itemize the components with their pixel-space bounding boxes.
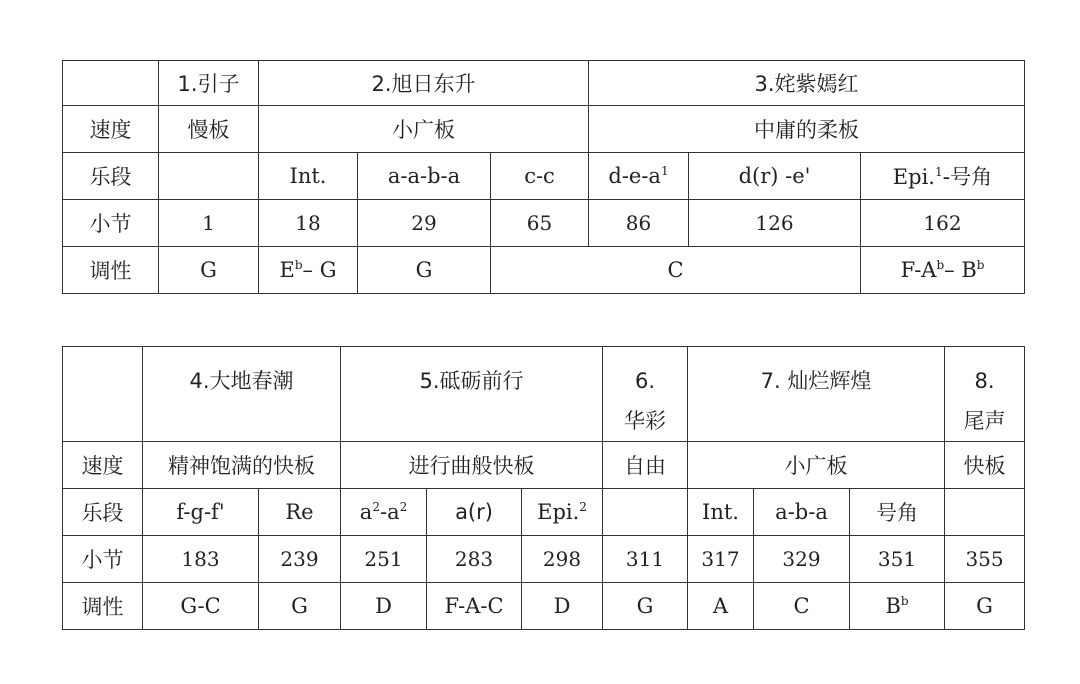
tempo-cell: 中庸的柔板 bbox=[589, 106, 1025, 153]
key-cell: G bbox=[259, 583, 341, 630]
section-number: 6. bbox=[634, 369, 656, 393]
key-text: E bbox=[279, 258, 295, 282]
superscript: 2 bbox=[579, 500, 587, 514]
measure-cell: 311 bbox=[603, 536, 688, 583]
key-cell bbox=[850, 583, 945, 630]
section-header: 4.大地春潮 bbox=[143, 347, 341, 442]
key-cell: D bbox=[341, 583, 427, 630]
measure-cell: 283 bbox=[427, 536, 522, 583]
key-text: – G bbox=[302, 258, 337, 282]
measure-cell: 1 bbox=[159, 200, 259, 247]
key-cell: G bbox=[159, 247, 259, 294]
segment-cell: Re bbox=[259, 489, 341, 536]
measure-cell: 18 bbox=[259, 200, 358, 247]
table-row bbox=[63, 347, 1025, 442]
measure-cell: 86 bbox=[589, 200, 689, 247]
corner-cell bbox=[63, 61, 159, 106]
section-title: 华彩 bbox=[624, 409, 667, 433]
segment-text: -号角 bbox=[942, 165, 993, 189]
row-label: 小节 bbox=[63, 200, 159, 247]
row-label: 调性 bbox=[63, 583, 143, 630]
segment-cell: a(r) bbox=[427, 489, 522, 536]
tempo-cell: 自由 bbox=[603, 442, 688, 489]
superscript: 2 bbox=[372, 500, 380, 514]
tempo-cell: 快板 bbox=[945, 442, 1025, 489]
segment-cell: d(r) -e' bbox=[689, 153, 861, 200]
key-cell: F-A-C bbox=[427, 583, 522, 630]
measure-cell: 126 bbox=[689, 200, 861, 247]
section-header bbox=[945, 347, 1025, 442]
row-label: 速度 bbox=[63, 106, 159, 153]
tempo-cell: 小广板 bbox=[259, 106, 589, 153]
segment-cell bbox=[341, 489, 427, 536]
row-label: 小节 bbox=[63, 536, 143, 583]
section-header: 7. 灿烂辉煌 bbox=[688, 347, 945, 442]
measure-cell: 183 bbox=[143, 536, 259, 583]
segment-cell: a-a-b-a bbox=[358, 153, 491, 200]
row-label: 乐段 bbox=[63, 153, 159, 200]
segment-text: -a bbox=[379, 500, 400, 524]
tempo-cell: 进行曲般快板 bbox=[341, 442, 603, 489]
key-cell: A bbox=[688, 583, 754, 630]
segment-text: a bbox=[359, 500, 373, 524]
table-2 bbox=[62, 346, 1025, 630]
segment-cell: Int. bbox=[688, 489, 754, 536]
measure-cell: 239 bbox=[259, 536, 341, 583]
key-cell: G bbox=[358, 247, 491, 294]
table-row bbox=[63, 61, 1025, 106]
table-row bbox=[63, 442, 1025, 489]
measure-cell: 251 bbox=[341, 536, 427, 583]
tempo-cell: 慢板 bbox=[159, 106, 259, 153]
measure-cell: 298 bbox=[522, 536, 603, 583]
section-header: 2.旭日东升 bbox=[259, 61, 589, 106]
section-header: 3.姹紫嫣红 bbox=[589, 61, 1025, 106]
superscript: b bbox=[900, 594, 909, 608]
table-row bbox=[63, 247, 1025, 294]
measure-cell: 329 bbox=[754, 536, 850, 583]
measure-cell: 162 bbox=[861, 200, 1025, 247]
tempo-cell: 精神饱满的快板 bbox=[143, 442, 341, 489]
row-label: 乐段 bbox=[63, 489, 143, 536]
key-text: – B bbox=[944, 258, 977, 282]
key-cell: G bbox=[945, 583, 1025, 630]
superscript: 1 bbox=[660, 164, 669, 178]
segment-cell bbox=[945, 489, 1025, 536]
measure-cell: 351 bbox=[850, 536, 945, 583]
superscript: b bbox=[976, 258, 985, 272]
superscript: 2 bbox=[399, 500, 408, 514]
section-header: 5.砥砺前行 bbox=[341, 347, 603, 442]
measure-cell: 355 bbox=[945, 536, 1025, 583]
segment-cell: c-c bbox=[491, 153, 589, 200]
section-header bbox=[603, 347, 688, 442]
measure-cell: 317 bbox=[688, 536, 754, 583]
key-cell: G-C bbox=[143, 583, 259, 630]
corner-cell bbox=[63, 347, 143, 442]
key-cell bbox=[259, 247, 358, 294]
table-row bbox=[63, 583, 1025, 630]
key-cell: D bbox=[522, 583, 603, 630]
measure-cell: 65 bbox=[491, 200, 589, 247]
segment-text: d-e-a bbox=[608, 164, 661, 188]
section-title: 尾声 bbox=[963, 409, 1006, 433]
superscript: b bbox=[294, 258, 303, 272]
section-number: 8. bbox=[974, 369, 995, 393]
key-cell: G bbox=[603, 583, 688, 630]
segment-cell bbox=[522, 489, 603, 536]
segment-cell bbox=[603, 489, 688, 536]
key-cell: C bbox=[754, 583, 850, 630]
segment-cell bbox=[159, 153, 259, 200]
key-text: B bbox=[885, 594, 901, 618]
table-row bbox=[63, 536, 1025, 583]
table-row bbox=[63, 106, 1025, 153]
table-row bbox=[63, 200, 1025, 247]
segment-cell: Int. bbox=[259, 153, 358, 200]
key-text: F-A bbox=[900, 258, 937, 282]
table-row bbox=[63, 489, 1025, 536]
table-1 bbox=[62, 60, 1025, 294]
key-cell: C bbox=[491, 247, 861, 294]
row-label: 速度 bbox=[63, 442, 143, 489]
segment-cell bbox=[861, 153, 1025, 200]
superscript: 1 bbox=[934, 165, 943, 179]
key-cell bbox=[861, 247, 1025, 294]
segment-cell: f-g-f' bbox=[143, 489, 259, 536]
segment-text: Epi. bbox=[892, 165, 935, 189]
superscript: b bbox=[936, 258, 945, 272]
segment-cell: a-b-a bbox=[754, 489, 850, 536]
segment-text: Epi. bbox=[537, 500, 580, 524]
row-label: 调性 bbox=[63, 247, 159, 294]
table-row bbox=[63, 153, 1025, 200]
measure-cell: 29 bbox=[358, 200, 491, 247]
segment-cell bbox=[589, 153, 689, 200]
section-header: 1.引子 bbox=[159, 61, 259, 106]
tempo-cell: 小广板 bbox=[688, 442, 945, 489]
segment-cell: 号角 bbox=[850, 489, 945, 536]
